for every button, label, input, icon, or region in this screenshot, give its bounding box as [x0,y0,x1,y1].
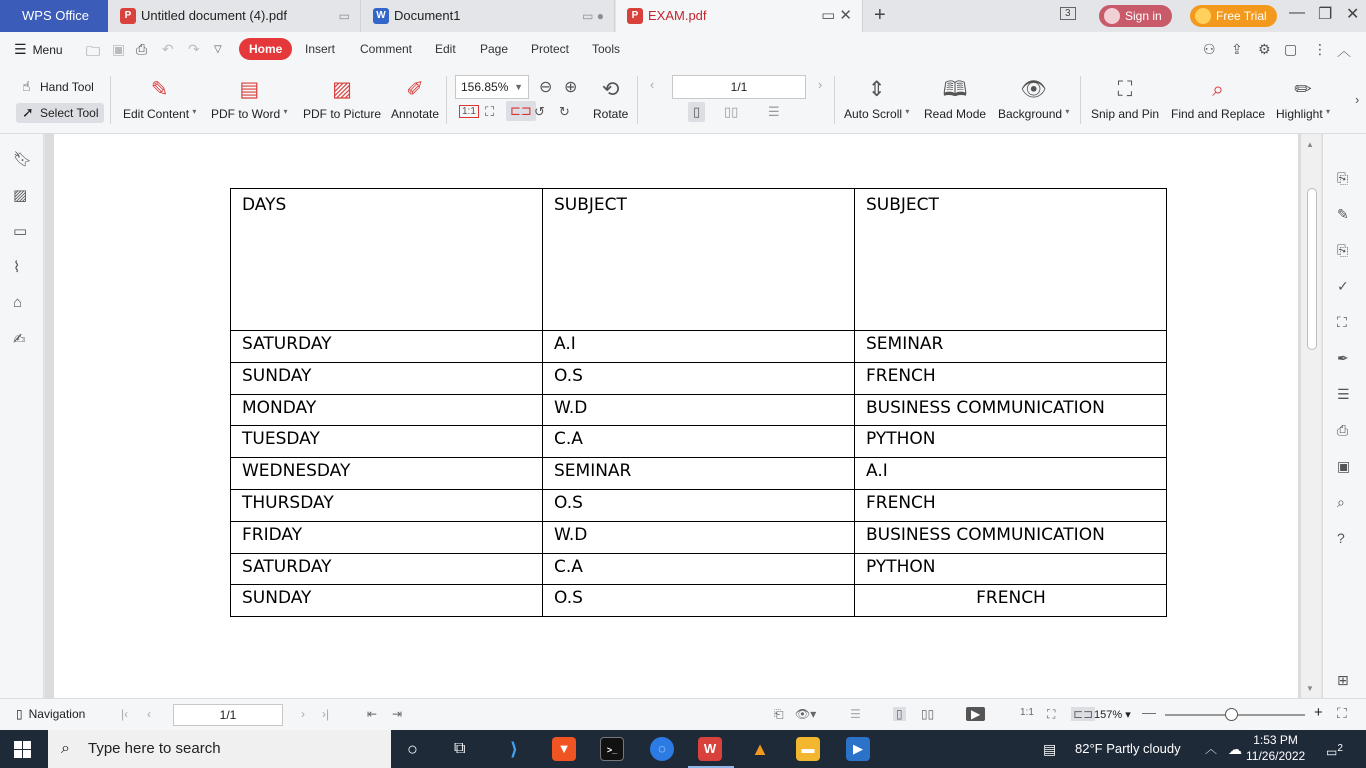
dropdown-caret-icon: ▾ [192,107,197,116]
table-row [231,426,1167,458]
header-cell-subject-1: SUBJECT [543,189,855,331]
comment-bubble-icon[interactable]: ▢ [1284,41,1298,57]
day-cell: SATURDAY [231,331,543,363]
header-cell-subject-2: SUBJECT [855,189,1167,331]
header-cell-days: DAYS [231,189,543,331]
read-mode-label: Read Mode [924,107,987,121]
new-tab-plus-icon[interactable]: + [874,4,886,26]
outline-icon[interactable]: ☰ [1337,386,1350,402]
status-page-value: 1/1 [219,708,237,722]
dropdown-caret-icon: ▾ [283,107,288,116]
subject-cell: W.D [543,394,855,426]
forward-view-icon[interactable]: ⇥ [392,707,403,721]
table-row [231,521,1167,553]
thumbnail-image-icon[interactable]: ▨ [13,187,28,204]
system-clock[interactable] [1246,732,1305,764]
task-view-icon[interactable]: ⧉ [454,740,466,757]
subject-cell: A.I [855,458,1167,490]
close-tab-icon[interactable]: ▭ ✕ [821,7,852,24]
separator [637,76,638,124]
read-mode-button[interactable] [924,76,986,121]
zoom-value: 156.85% [461,80,509,94]
hand-tool-label: Hand Tool [40,80,94,94]
day-cell: SUNDAY [231,585,543,617]
next-page-status-icon[interactable]: › [301,707,305,721]
next-page-icon[interactable]: › [818,77,823,92]
hamburger-icon: ☰ [14,41,27,57]
exam-timetable [230,188,1167,617]
subject-cell: FRENCH [855,362,1167,394]
dropdown-caret-icon: ▾ [1065,107,1070,116]
subject-cell: O.S [543,362,855,394]
rotate-left-icon[interactable]: ↺ [534,104,545,119]
brave-browser-icon[interactable]: ▼ [552,737,576,761]
zoom-out-status-icon[interactable]: — [1142,704,1156,720]
select-tool-button[interactable] [16,103,104,123]
signature-stamp-icon[interactable]: ⌂ [13,294,23,311]
previous-page-icon[interactable]: ‹ [650,77,655,92]
bookmark-icon[interactable]: 🔖︎ [13,151,33,168]
more-options-icon[interactable]: ⋮ [1313,41,1327,57]
annotate-label: Annotate [391,107,440,121]
subject-cell: A.I [543,331,855,363]
navigation-toggle[interactable] [16,707,85,721]
rotate-label: Rotate [593,107,629,121]
clock-time: 1:53 PM [1253,733,1298,747]
dropdown-caret-icon: ▾ [1326,107,1331,116]
print-side-icon[interactable]: ⎙ [1337,422,1349,438]
pdf-to-picture-icon: ▨ [332,78,352,101]
separator [110,76,111,124]
table-row [231,394,1167,426]
pdf-to-picture-label: PDF to Picture [303,107,382,121]
highlight-button[interactable] [1276,76,1330,121]
day-cell: TUESDAY [231,426,543,458]
tab-tools[interactable]: Tools [592,42,621,56]
two-page-icon[interactable]: ▯▯ [724,104,739,119]
background-button[interactable] [998,76,1069,121]
pdf-to-word-label: PDF to Word [211,107,281,121]
tab-protect[interactable]: Protect [531,42,570,56]
tab-insert[interactable]: Insert [305,42,336,56]
subject-cell: FRENCH [855,585,1167,617]
save-icon[interactable]: ▣ [112,41,126,57]
continuous-scroll-icon[interactable]: ☰ [768,104,780,119]
edit-content-icon: ✎ [150,78,169,101]
tray-chevron-up-icon[interactable]: ︿ [1205,742,1218,756]
right-sidebar [1322,134,1366,698]
open-folder-icon[interactable]: 🗀 [86,43,100,59]
eye-icon: 👁 [1020,78,1048,101]
subject-cell: BUSINESS COMMUNICATION [855,394,1167,426]
weather-icon[interactable]: ▤ [1043,741,1057,757]
pdf-page [54,134,1298,698]
free-trial-button[interactable] [1190,5,1277,27]
notification-count: 2 [1337,743,1343,754]
day-cell: MONDAY [231,394,543,426]
user-avatar-icon [1104,8,1120,24]
settings-gear-icon[interactable]: ⚙ [1258,41,1271,57]
word-icon: W [373,8,389,24]
fill-sign-icon[interactable]: ✒ [1337,350,1349,366]
collaborate-icon[interactable]: ⚇ [1203,41,1216,57]
vlc-cone-icon[interactable]: ▲ [751,739,769,759]
hand-tool-button[interactable] [16,77,100,97]
tab-exam-pdf[interactable] [616,0,863,32]
file-explorer-icon[interactable]: ▬ [796,737,820,761]
subject-cell: W.D [543,521,855,553]
prev-page-icon[interactable]: ‹ [147,707,151,721]
table-header-row [231,189,1167,331]
tab-comment[interactable]: Comment [360,42,413,56]
annotate-pen-icon: ✐ [406,78,424,101]
pdf-to-word-icon: ▤ [239,78,260,101]
menu-label: Menu [32,43,63,57]
attachment-paperclip-icon[interactable]: ⌇ [13,259,21,276]
day-cell: WEDNESDAY [231,458,543,490]
minimize-icon[interactable]: — [1289,4,1305,21]
pdf-icon: P [120,8,136,24]
subject-cell: PYTHON [855,553,1167,585]
taskbar-search-input[interactable] [48,730,391,768]
pdf-to-picture-button[interactable] [303,76,381,121]
fit-page-icon[interactable]: ⛶ [485,104,495,119]
play-slideshow-icon[interactable]: ▶ [966,707,985,721]
rotate-page-icon: ⟲ [601,78,620,101]
annotate-button[interactable] [391,76,439,121]
tab-document1[interactable] [362,0,615,32]
day-cell: FRIDAY [231,521,543,553]
sign-icon[interactable]: ✓ [1337,278,1349,294]
windows-taskbar [0,730,1366,768]
subject-cell: O.S [543,585,855,617]
subject-cell: C.A [543,426,855,458]
single-page-view-icon[interactable]: ▯ [893,707,906,721]
edit-pdf-icon[interactable]: ✎ [1337,206,1349,222]
back-view-icon[interactable]: ⇤ [367,707,378,721]
compress-icon[interactable]: ▣ [1337,458,1351,474]
zoom-in-icon[interactable]: ⊕ [564,79,578,96]
dual-page-view-icon[interactable]: ▯▯ [921,707,935,721]
tab-edit[interactable]: Edit [435,42,456,56]
sign-document-icon[interactable]: ✍ [13,331,26,348]
document-view [45,134,1321,698]
collapse-ribbon-icon[interactable]: ︿ [1337,43,1351,59]
separator [446,76,447,124]
unsaved-dot-icon[interactable]: ▭ ● [582,9,604,23]
separator [1080,76,1081,124]
tab-page[interactable]: Page [480,42,509,56]
tab-untitled-document[interactable] [109,0,361,32]
highlighter-icon: ✏ [1294,78,1312,101]
actual-size-icon[interactable]: 1:1 [459,105,479,118]
onedrive-cloud-icon[interactable]: ☁ [1228,741,1242,757]
tab-label: EXAM.pdf [648,8,707,23]
weather-text[interactable]: 82°F Partly cloudy [1075,741,1181,756]
auto-scroll-icon: ⇕ [867,78,886,101]
wps-office-tab[interactable]: WPS Office [0,0,108,32]
cortana-circle-icon[interactable]: ○ [407,739,418,759]
export-icon[interactable]: ⎘ [1337,242,1349,258]
search-placeholder: Type here to search [88,740,221,757]
zoom-percent-value: 157% [1094,709,1123,721]
pdf-icon: P [627,8,643,24]
table-row [231,331,1167,363]
edit-content-label: Edit Content [123,107,190,121]
chat-app-icon[interactable]: ◌ [650,737,674,761]
terminal-icon[interactable]: >_ [600,737,624,761]
undo-icon[interactable]: ↶ [162,41,174,57]
title-bar [0,0,1366,32]
cursor-arrow-icon: ➚ [22,104,34,120]
vscode-icon[interactable]: ⟩ [509,739,519,759]
continuous-icon[interactable]: ☰ [850,707,861,721]
find-icon[interactable]: ⌕ [1337,494,1345,510]
zoom-slider[interactable] [1165,714,1305,716]
menu-button[interactable] [14,41,63,58]
snip-icon: ⛶ [1117,78,1133,101]
day-cell: THURSDAY [231,489,543,521]
clock-date: 11/26/2022 [1246,749,1306,763]
fit-width-icon[interactable]: ⊏⊐ [506,101,536,121]
auto-scroll-button[interactable] [844,76,909,121]
zoom-in-status-icon[interactable]: + [1314,704,1323,721]
sign-in-label: Sign in [1125,9,1162,23]
scrollbar-thumb[interactable] [1307,188,1317,350]
free-trial-label: Free Trial [1216,9,1267,23]
last-page-icon[interactable]: ›| [322,707,330,721]
eye-protection-icon[interactable]: 👁▾ [795,707,817,721]
float-window-icon[interactable]: ▭ [338,9,350,23]
dropdown-caret-icon: ▾ [905,107,910,116]
fit-content-icon[interactable]: ⎗ [774,707,784,721]
find-and-replace-label: Find and Replace [1171,107,1266,121]
separator [834,76,835,124]
chevron-down-icon: ▼ [514,82,523,92]
help-question-icon[interactable]: ? [1337,530,1345,546]
media-player-icon[interactable]: ▶ [846,737,870,761]
tab-count-badge[interactable]: 3 [1060,7,1076,20]
subject-cell: BUSINESS COMMUNICATION [855,521,1167,553]
fullscreen-icon[interactable]: ⛶ [1337,705,1347,721]
first-page-icon[interactable]: |‹ [121,707,129,721]
comment-icon[interactable]: ▭ [13,223,28,240]
search-icon: ⌕ [61,740,70,757]
open-book-icon: 🕮 [942,78,968,101]
select-tool-label: Select Tool [40,106,99,120]
zoom-out-icon[interactable]: ⊖ [539,79,553,96]
grid-apps-icon[interactable]: ⊞ [1337,672,1349,688]
sign-in-button[interactable] [1099,5,1172,27]
rotate-right-icon[interactable]: ↻ [559,104,570,119]
pdf-to-word-button[interactable] [211,76,288,121]
zoom-percent[interactable]: 157% ▾ [1094,709,1131,721]
close-window-icon[interactable]: ✕ [1346,6,1360,23]
table-row [231,585,1167,617]
subject-cell: SEMINAR [855,331,1167,363]
table-row [231,489,1167,521]
crown-icon [1195,8,1211,24]
background-label: Background [998,107,1063,121]
vertical-scrollbar[interactable] [1301,134,1321,698]
tab-label: Untitled document (4).pdf [141,8,287,23]
status-bar [0,698,1366,730]
navigation-panel-icon: ▯ [16,707,23,721]
customize-dropdown-icon[interactable]: ▽ [214,44,222,55]
crop-icon[interactable]: ⛶ [1337,314,1347,330]
day-cell: SUNDAY [231,362,543,394]
day-cell: SATURDAY [231,553,543,585]
menu-bar [0,32,1366,68]
print-icon[interactable]: ⎙ [136,41,148,57]
zoom-slider-knob[interactable] [1225,708,1238,721]
status-page-input[interactable] [173,704,283,726]
subject-cell: SEMINAR [543,458,855,490]
restore-icon[interactable]: ❐ [1318,6,1333,23]
tab-home[interactable]: Home [239,38,292,60]
hand-icon: ☝ [22,78,31,94]
table-row [231,458,1167,490]
scroll-down-arrow-icon[interactable]: ▼ [1306,684,1314,693]
zoom-select[interactable] [455,75,529,99]
table-row [231,362,1167,394]
fit-page-status-icon[interactable]: ⛶ [1047,707,1056,721]
page-number-value: 1/1 [730,80,748,94]
subject-cell: PYTHON [855,426,1167,458]
subject-cell: O.S [543,489,855,521]
rotate-button[interactable] [593,76,628,121]
highlight-label: Highlight [1276,107,1323,121]
find-and-replace-button[interactable] [1171,76,1265,121]
search-icon: ⌕ [1212,78,1224,101]
notification-center-icon[interactable]: ▭$^2$ [1326,743,1343,759]
windows-start-icon[interactable] [14,741,31,758]
fit-width-status-icon[interactable]: ⊏⊐ [1073,707,1094,721]
redo-icon[interactable]: ↷ [188,41,200,57]
auto-scroll-label: Auto Scroll [844,107,903,121]
subject-cell: C.A [543,553,855,585]
ribbon-scroll-right-icon[interactable]: › [1355,92,1360,107]
snip-and-pin-label: Snip and Pin [1091,107,1160,121]
ribbon-toolbar [0,68,1366,134]
snip-and-pin-button[interactable] [1091,76,1159,121]
wps-office-taskbar-icon[interactable]: W [698,737,722,761]
left-sidebar [0,134,44,698]
page-number-input[interactable] [672,75,806,99]
share-icon[interactable]: ⇪ [1231,41,1243,57]
scroll-up-arrow-icon[interactable]: ▲ [1306,140,1314,149]
pdf-convert-icon[interactable]: ⎘ [1337,170,1349,186]
edit-content-button[interactable] [123,76,196,121]
table-row [231,553,1167,585]
tab-label: Document1 [394,8,461,23]
single-page-icon[interactable]: ▯ [688,102,705,122]
subject-cell: FRENCH [855,489,1167,521]
navigation-label: Navigation [28,707,86,721]
actual-size-status-icon[interactable]: 1:1 [1020,707,1034,718]
